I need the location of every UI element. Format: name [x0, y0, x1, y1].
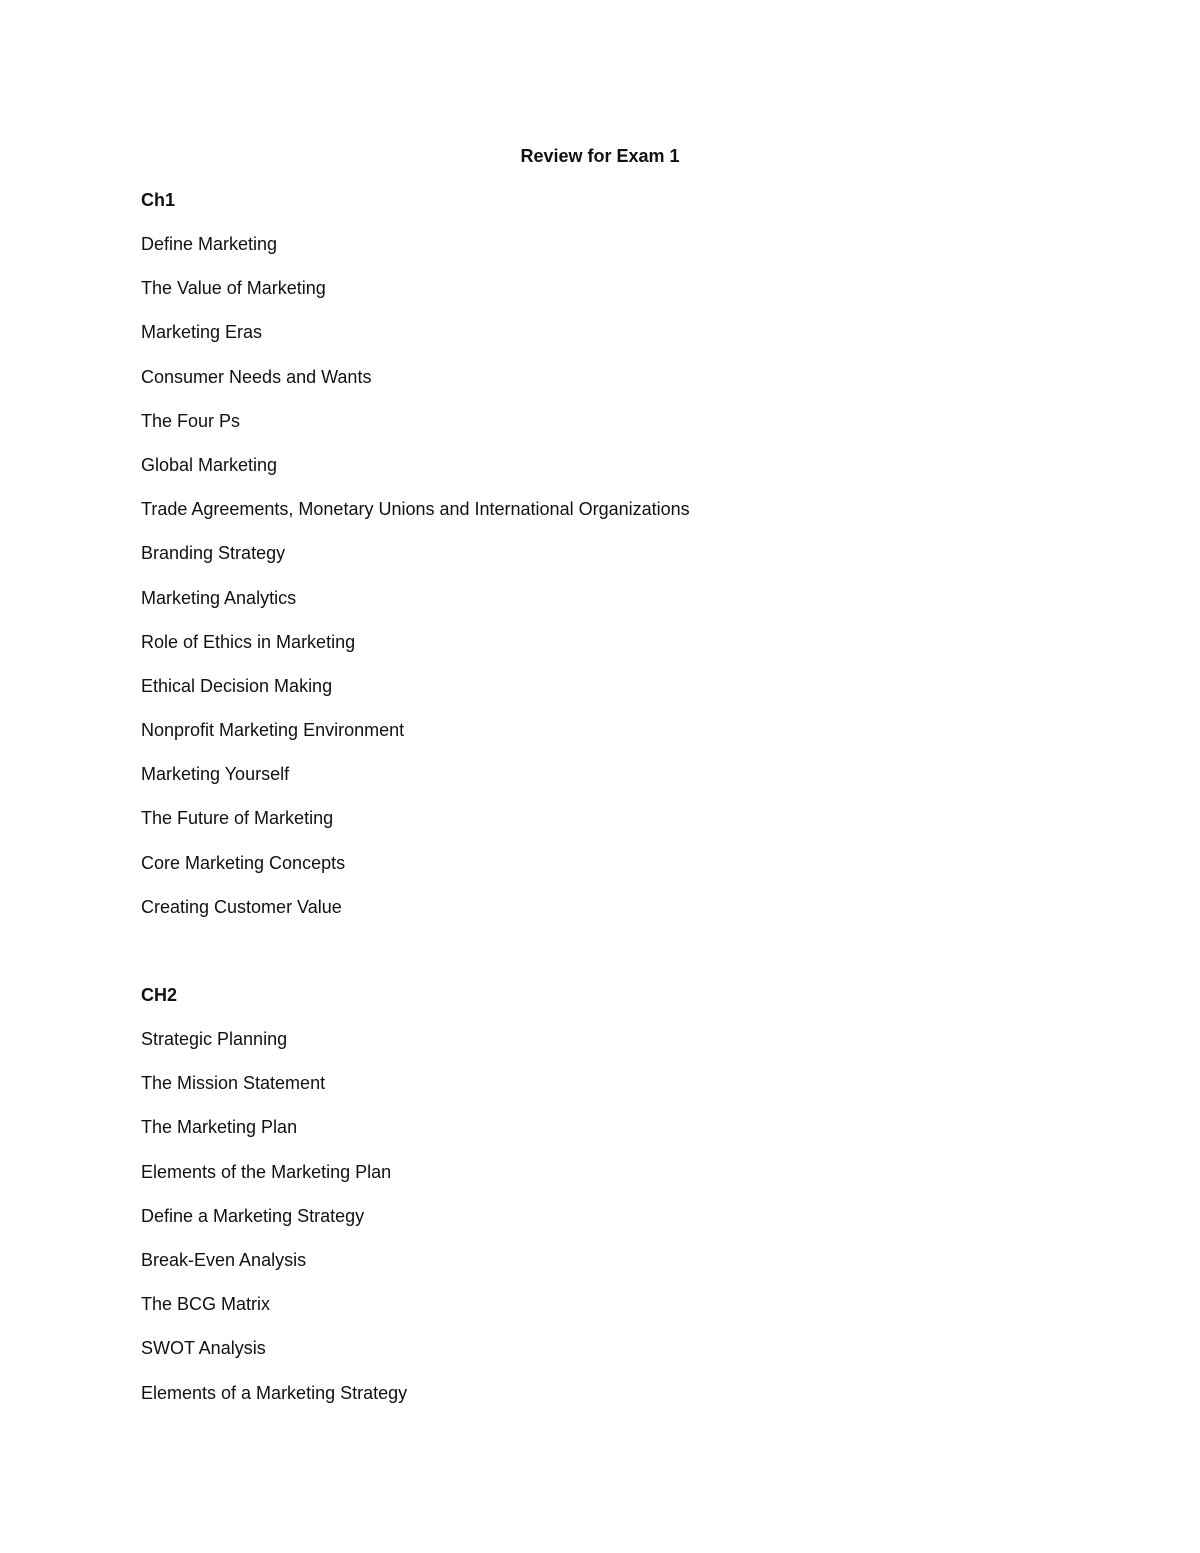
- list-item: The Marketing Plan: [141, 1117, 298, 1138]
- topic-list: [141, 232, 1041, 939]
- list-item: Role of Ethics in Marketing: [141, 631, 356, 652]
- section-ch1: [141, 188, 1041, 939]
- list-item: Define Marketing: [141, 234, 278, 254]
- list-item: SWOT Analysis: [141, 1338, 266, 1359]
- list-item: Core Marketing Concepts: [141, 852, 346, 873]
- list-item: Elements of a Marketing Strategy: [141, 1382, 408, 1403]
- list-item: The Four Ps: [141, 410, 241, 431]
- list-item: Marketing Analytics: [141, 587, 297, 608]
- list-item: Trade Agreements, Monetary Unions and International Organizations: [141, 499, 690, 520]
- topic-list: [141, 1027, 1041, 1425]
- list-item: Nonprofit Marketing Environment: [141, 720, 405, 741]
- list-item: Ethical Decision Making: [141, 675, 333, 696]
- list-item: Break-Even Analysis: [141, 1249, 307, 1270]
- list-item: Elements of the Marketing Plan: [141, 1161, 392, 1182]
- list-item: Global Marketing: [141, 454, 278, 475]
- list-item: Define a Marketing Strategy: [141, 1205, 365, 1226]
- section-heading: Ch1: [141, 190, 176, 210]
- list-item: Strategic Planning: [141, 1029, 288, 1049]
- list-item: The BCG Matrix: [141, 1294, 271, 1315]
- list-item: Consumer Needs and Wants: [141, 366, 372, 387]
- list-item: The Mission Statement: [141, 1073, 326, 1094]
- section-ch2: [141, 983, 1041, 1425]
- list-item: Creating Customer Value: [141, 896, 342, 917]
- list-item: The Future of Marketing: [141, 808, 334, 829]
- section-heading: CH2: [141, 985, 178, 1005]
- list-item: Marketing Yourself: [141, 764, 290, 785]
- list-item: The Value of Marketing: [141, 278, 326, 299]
- list-item: Marketing Eras: [141, 322, 263, 343]
- document-title: Review for Exam 1: [520, 146, 680, 166]
- list-item: Branding Strategy: [141, 543, 286, 564]
